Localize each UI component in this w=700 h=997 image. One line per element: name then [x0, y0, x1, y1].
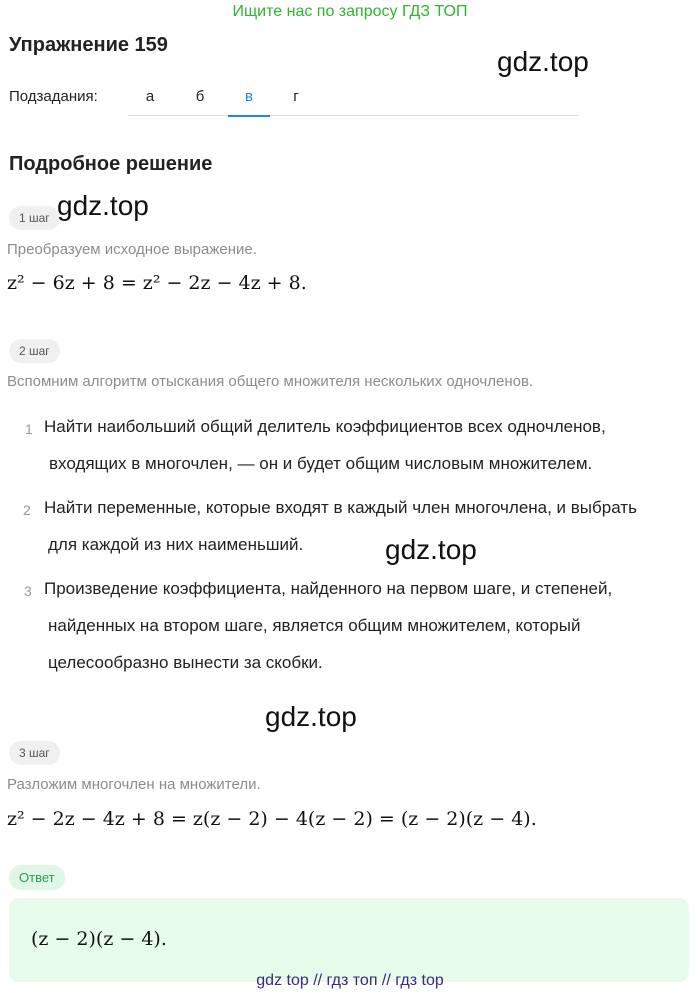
subtasks-label: Подзадания:: [9, 88, 98, 105]
step-badge: 3 шаг: [9, 741, 60, 765]
tab-b[interactable]: б: [195, 88, 205, 105]
list-number: 3: [24, 583, 32, 599]
step-formula: [7, 272, 307, 294]
page-title: Упражнение 159: [9, 34, 168, 56]
formula-text: z² − 2z − 4z + 8 = z(z − 2) − 4(z − 2) = (z − 2)(z − 4).: [7, 808, 537, 830]
section-title: Подробное решение: [9, 153, 213, 175]
list-item-line: найденных на втором шаге, является общим множителем, который: [48, 616, 581, 635]
formula-text: z² − 6z + 8 = z² − 2z − 4z + 8.: [7, 272, 307, 294]
step-badge: 2 шаг: [9, 339, 60, 363]
step-badge: 1 шаг: [9, 206, 60, 230]
subtask-tabs: [128, 80, 578, 116]
list-item-line: Найти наибольший общий делитель коэффициентов всех одночленов,: [44, 417, 606, 436]
list-number: 1: [25, 421, 33, 437]
list-item-line: Найти переменные, которые входят в каждый член многочлена, и выбрать: [44, 498, 637, 517]
answer-badge: Ответ: [9, 865, 65, 890]
step-formula: [7, 808, 537, 830]
tab-a[interactable]: а: [145, 88, 155, 105]
step-description: Вспомним алгоритм отыскания общего множителя нескольких одночленов.: [7, 373, 534, 390]
tab-g[interactable]: г: [293, 88, 299, 105]
list-item: [44, 489, 637, 563]
list-item-line: Произведение коэффициента, найденного на первом шаге, и степеней,: [44, 579, 613, 598]
list-number: 2: [23, 502, 31, 518]
step-description: Преобразуем исходное выражение.: [7, 241, 257, 258]
step-description: Разложим многочлен на множители.: [7, 776, 261, 793]
list-item: [44, 570, 612, 681]
list-item-line: целесообразно вынести за скобки.: [48, 653, 323, 672]
watermark: gdz.top: [385, 534, 477, 565]
top-banner: Ищите нас по запросу ГДЗ ТОП: [232, 3, 468, 20]
answer-box: [9, 898, 689, 982]
watermark: gdz.top: [265, 701, 357, 732]
answer-formula: (z − 2)(z − 4).: [31, 928, 167, 950]
list-item-line: для каждой из них наименьший.: [48, 535, 304, 554]
tab-v[interactable]: в: [228, 88, 270, 117]
footer-links[interactable]: gdz top // гдз топ // гдз top: [256, 972, 444, 989]
watermark: gdz.top: [57, 190, 149, 221]
list-item: [44, 408, 606, 482]
list-item-line: входящих в многочлен, — он и будет общим числовым множителем.: [49, 454, 593, 473]
watermark: gdz.top: [497, 46, 589, 77]
